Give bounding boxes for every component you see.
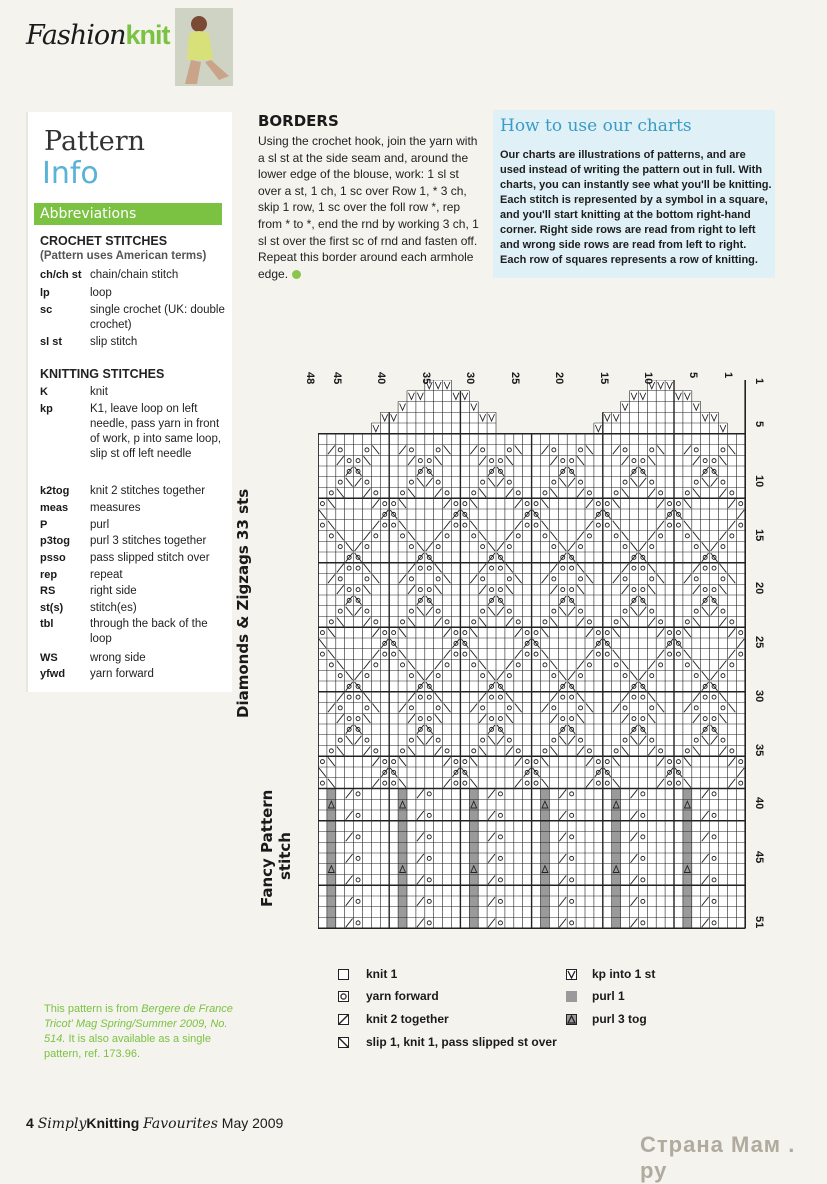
row-number-label: 25	[753, 636, 766, 649]
info-title-info: Info	[42, 156, 99, 191]
row-number-label: 40	[753, 797, 766, 810]
column-number-label: 45	[330, 372, 343, 385]
how-to-heading: How to use our charts	[500, 116, 692, 136]
column-number-label: 48	[304, 372, 316, 385]
purl1-symbol-icon	[566, 991, 577, 1002]
column-number-label: 5	[686, 372, 699, 379]
key-yfwd: yarn forward	[366, 989, 439, 1003]
key-k2tog: knit 2 together	[366, 1012, 449, 1026]
knit1-symbol-icon	[338, 969, 349, 980]
label-fancy-pattern: Fancy Pattern	[258, 789, 276, 907]
crochet-subheading: (Pattern uses American terms)	[40, 250, 207, 262]
k2tog-symbol-icon	[338, 1014, 349, 1025]
row-number-label: 35	[753, 743, 766, 756]
row-number-label: 45	[753, 851, 766, 864]
page-footer: 4 SimplyKnitting Favourites May 2009	[26, 1115, 284, 1132]
column-number-label: 1	[722, 372, 735, 379]
row-number-label: 1	[753, 378, 766, 385]
column-number-label: 20	[553, 372, 566, 385]
info-title-pattern: Pattern	[44, 126, 146, 157]
row-number-label: 20	[753, 582, 766, 595]
row-number-label: 51	[753, 915, 766, 928]
knitting-heading: KNITTING STITCHES	[40, 367, 165, 381]
row-number-label: 15	[753, 528, 766, 541]
abbreviations-bar: Abbreviations	[34, 203, 222, 225]
site-watermark: Страна Мам . ру	[640, 1132, 796, 1183]
end-dot-icon	[292, 270, 301, 279]
column-number-label: 40	[375, 372, 388, 385]
key-p3tog: purl 3 tog	[592, 1012, 647, 1026]
label-diamonds-zigzags: Diamonds & Zigzags 33 sts	[234, 488, 252, 718]
borders-heading: BORDERS	[258, 112, 339, 130]
row-number-label: 30	[753, 689, 766, 702]
p3tog-symbol-icon	[566, 1014, 577, 1025]
kp-symbol-icon	[566, 969, 577, 980]
key-kp: kp into 1 st	[592, 967, 656, 981]
label-fancy-stitch: stitch	[276, 832, 294, 880]
model-photo	[175, 8, 233, 86]
column-number-label: 10	[642, 372, 655, 385]
brand-logo: Fashionknit	[26, 20, 170, 51]
column-number-label: 30	[464, 372, 477, 385]
column-number-label: 25	[508, 372, 521, 385]
row-number-label: 5	[753, 421, 766, 428]
key-purl1: purl 1	[592, 989, 625, 1003]
row-number-label: 10	[753, 474, 766, 487]
pattern-source-note: This pattern is from Bergere de France Tricot' Mag Spring/Summer 2009, No. 514. It is also available as a single pattern, ref. 173.96.	[44, 1003, 233, 1060]
crochet-heading: CROCHET STITCHES	[40, 234, 168, 248]
key-skpo: slip 1, knit 1, pass slipped st over	[366, 1035, 557, 1049]
borders-text: Using the crochet hook, join the yarn with a sl st at the side seam and, around the lower edge of the blouse, work: 1 sl st over a st, 1 ch, 1 sc over Row 1, * 3 ch, skip 1 row, 1 sc over the foll row *, rep from * to *, end the rnd by working 3 ch, 1 sl st over the first sc of rnd and fasten off. Repeat this border around each armhole edge.	[258, 134, 479, 281]
knitting-chart	[318, 380, 758, 932]
column-number-label: 35	[419, 372, 432, 385]
column-number-label: 15	[597, 372, 610, 385]
how-to-text: Our charts are illustrations of patterns, and are used instead of writing the pattern out in full. With charts, you can instantly see what you'll be knitting. Each stitch is represented by a symbol in a square, and you'll start knitting at the bottom right-hand corner. Right side rows are read from right to left and wrong side rows are read from left to right. Each row of squares represents a row of knitting.	[500, 149, 772, 266]
skpo-symbol-icon	[338, 1037, 349, 1048]
key-knit1: knit 1	[366, 967, 398, 981]
yarn-forward-symbol-icon	[338, 991, 349, 1002]
